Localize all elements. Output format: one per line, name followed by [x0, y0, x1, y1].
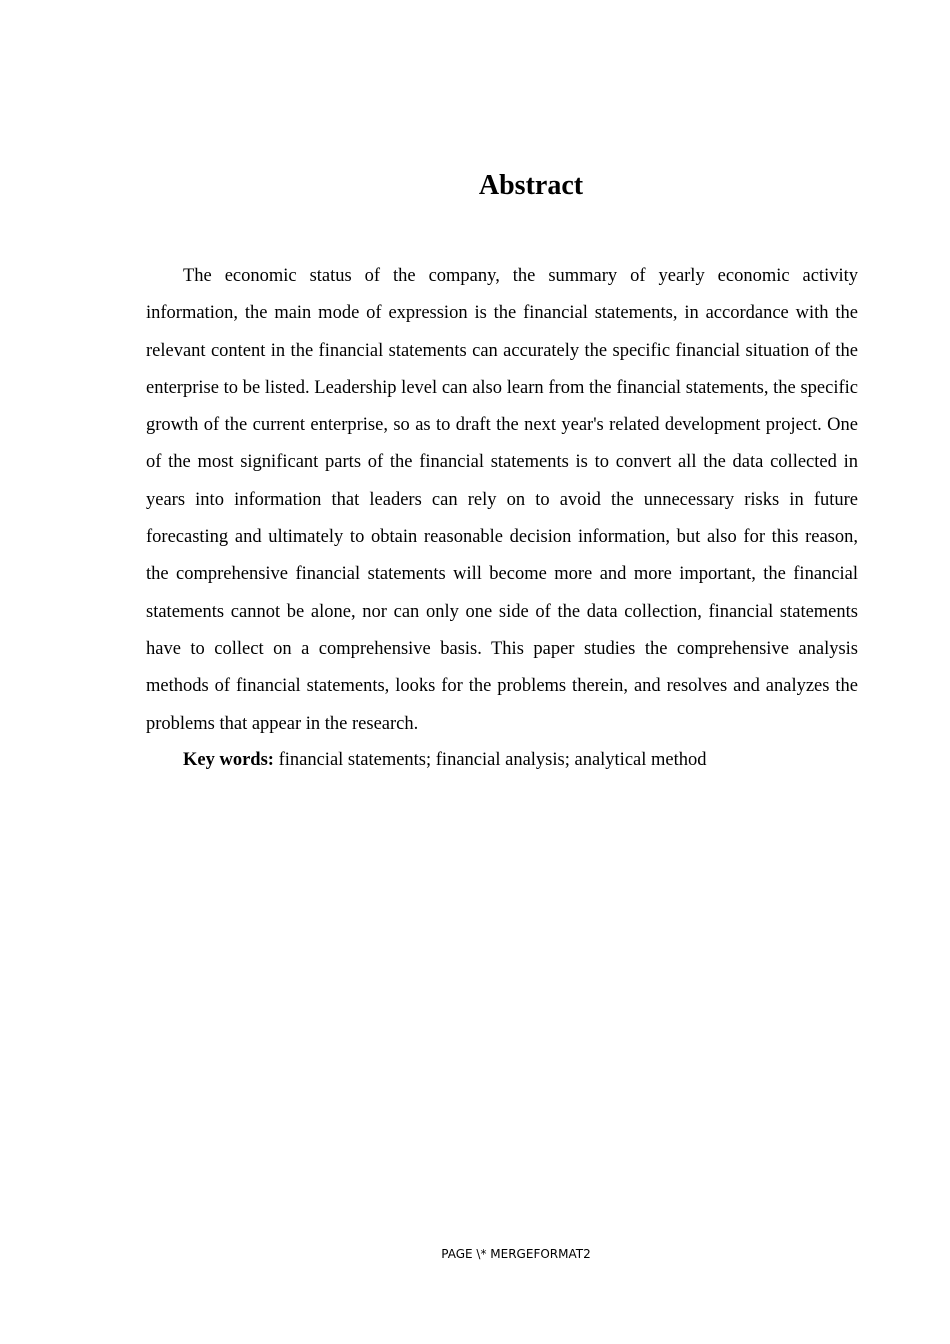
keywords-text: financial statements; financial analysis; analytical method: [273, 750, 707, 770]
abstract-paragraph: The economic status of the company, the summary of yearly economic activity information, the main mode of expression is the financial statements, in accordance with the relevant content in the financial statements can accurately the specific financial situation of the enterprise to be listed. Leadership level can also learn from the financial statements, the specific growth of the current enterprise, so as to draft the next year's related development project. One of the most significant parts of the financial statements is to convert all the data collected in years into information that leaders can rely on to avoid the unnecessary risks in future forecasting and ultimately to obtain reasonable decision information, but also for this reason, the comprehensive financial statements will become more and more important, the financial statements cannot be alone, nor can only one side of the data collection, financial statements have to collect on a comprehensive basis. This paper studies the comprehensive analysis methods of financial statements, looks for the problems therein, and resolves and analyzes the problems that appear in the research.: [146, 266, 858, 734]
keywords-label: Key words:: [183, 750, 274, 770]
abstract-title: Abstract: [478, 170, 584, 201]
keywords-line: [146, 742, 858, 779]
page-number-field: PAGE \* MERGEFORMAT2: [441, 1247, 591, 1261]
